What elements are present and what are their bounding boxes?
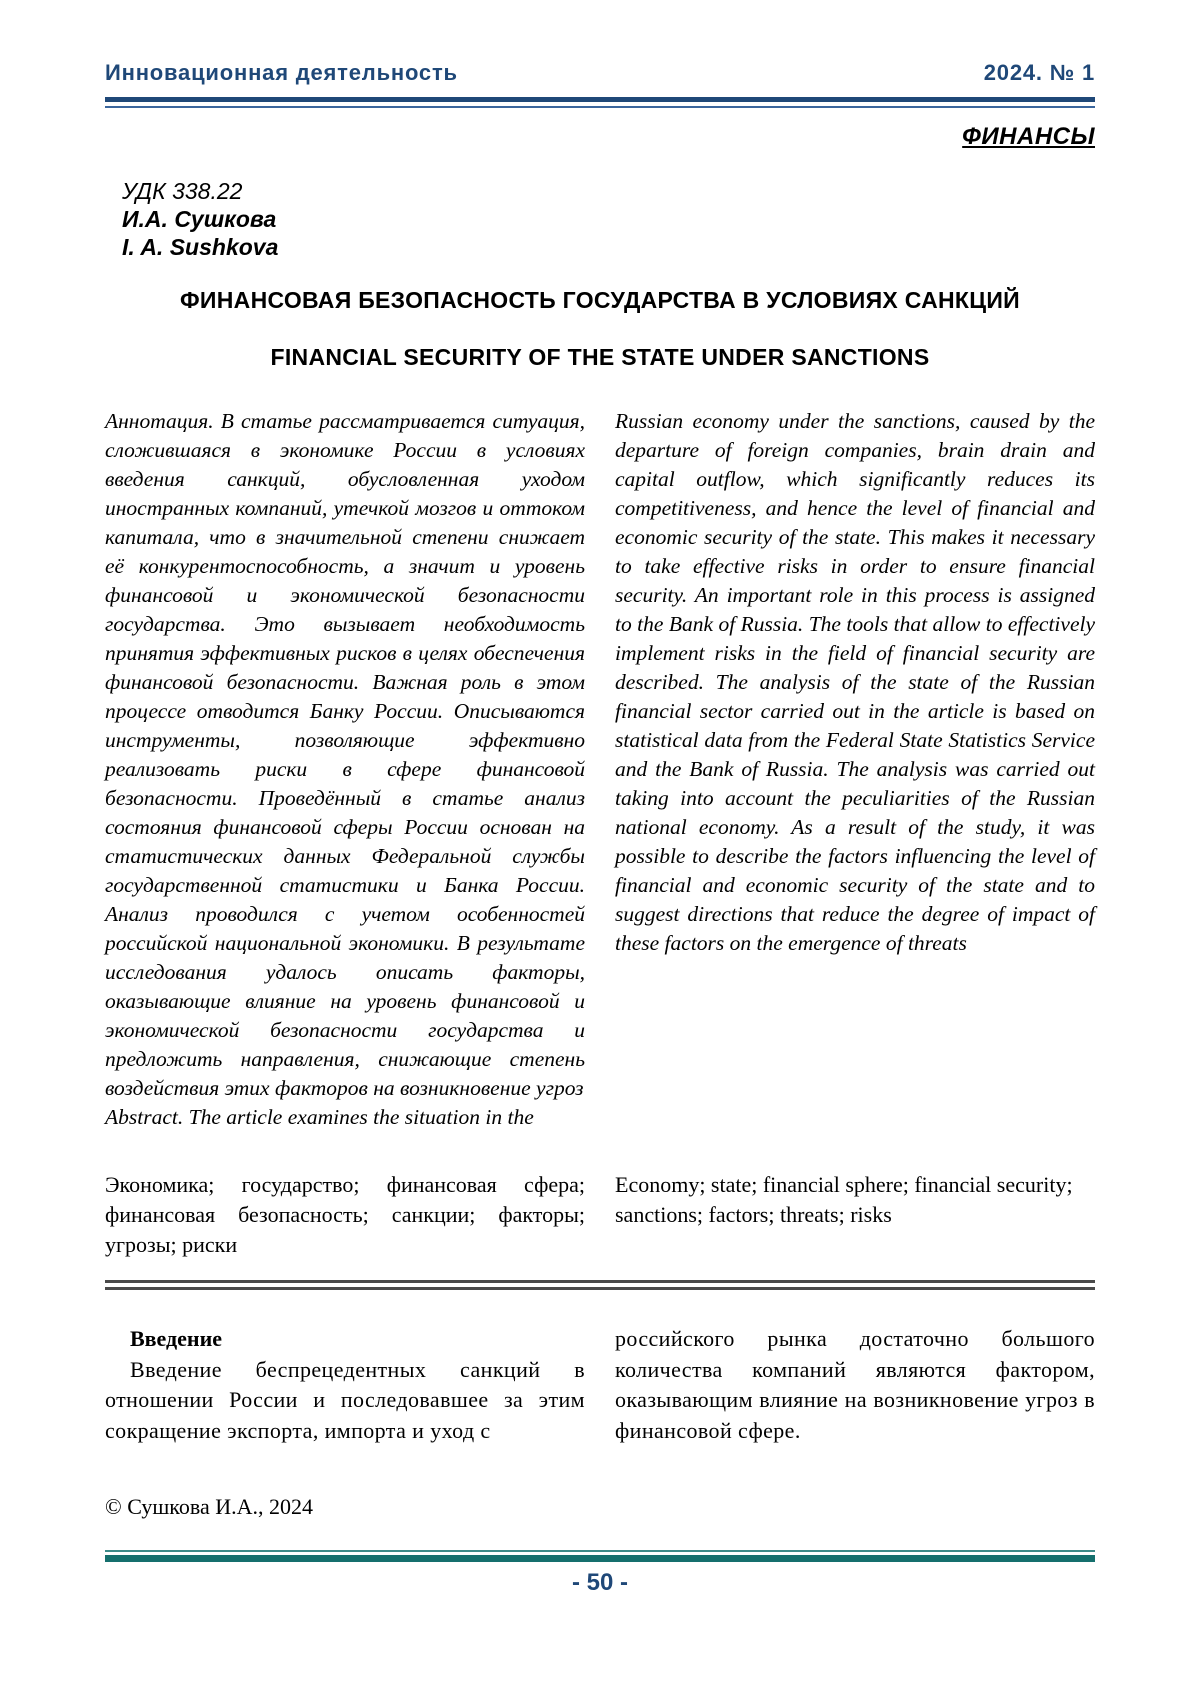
introduction-text-left: Введение беспрецедентных санкций в отношении России и последовавшее за этим сокращение экспорта, импорта и уход с xyxy=(105,1356,585,1443)
section-divider-rule xyxy=(105,1280,1095,1290)
page-number: - 50 - xyxy=(571,1569,628,1596)
footer-rule-thin xyxy=(105,1550,1095,1552)
abstract-column-right xyxy=(615,407,1095,1132)
footer-rule-thick xyxy=(105,1555,1095,1562)
introduction-heading: Введение xyxy=(130,1326,223,1351)
header-rule-thin xyxy=(105,106,1095,108)
abstract-en-text: Russian economy under the sanctions, caused by the departure of foreign companies, brain drain and capital outflow, which significantly reduces its competitiveness, and hence the level of financial and economic security of the state. This makes it necessary to take effective risks in order to ensure financial security. An important role in this process is assigned to the Bank of Russia. The tools that allow to effectively implement risks in the field of financial security are described. The analysis of the state of the Russian financial sector carried out in the article is based on statistical data from the Federal State Statistics Service and the Bank of Russia. The analysis was carried out taking into account the peculiarities of the Russian national economy. As a result of the study, it was possible to describe the factors influencing the level of financial and economic security of the state and to suggest directions that reduce the degree of impact of these factors on the emergence of threats xyxy=(615,409,1095,955)
article-meta xyxy=(122,177,1095,261)
abstract-ru-text: Аннотация. В статье рассматривается ситуация, сложившаяся в экономике России в условиях введения санкций, обусловленная уходом иностранных компаний, утечкой мозгов и оттоком капитала, что в значительной степени снижает её конкурентоспособность, а значит и уровень финансовой и экономической безопасности государства. Это вызывает необходимость принятия эффективных рисков в целях обеспечения финансовой безопасности. Важная роль в этом процессе отводится Банку России. Описываются инструменты, позволяющие эффективно реализовать риски в сфере финансовой безопасности. Проведённый в статье анализ состояния финансовой сферы России основан на статистических данных Федеральной службы государственной статистики и Банка России. Анализ проводился с учетом особенностей российской национальной экономики. В результате исследования удалось описать факторы, оказывающие влияние на уровень финансовой и экономической безопасности государства и предложить направления, снижающие степень воздействия этих факторов на возникновение угроз xyxy=(105,409,585,1100)
running-header xyxy=(105,0,1095,86)
introduction-column-left xyxy=(105,1324,585,1446)
introduction-column-right xyxy=(615,1324,1095,1446)
abstract-columns xyxy=(105,407,1095,1132)
article-title-ru: ФИНАНСОВАЯ БЕЗОПАСНОСТЬ ГОСУДАРСТВА В УСЛОВИЯХ САНКЦИЙ xyxy=(180,287,1020,313)
journal-title: Инновационная деятельность xyxy=(105,60,458,85)
introduction-text-right: российского рынка достаточно большого количества компаний являются фактором, оказывающим влияние на возникновение угроз в финансовой сфере. xyxy=(615,1326,1095,1443)
keywords-ru: Экономика; государство; финансовая сфера; финансовая безопасность; санкции; факторы; угрозы; риски xyxy=(105,1172,585,1257)
keywords-columns xyxy=(105,1170,1095,1260)
article-title-en: FINANCIAL SECURITY OF THE STATE UNDER SANCTIONS xyxy=(270,344,930,370)
author-name-en: I. A. Sushkova xyxy=(122,234,279,260)
keywords-en: Economy; state; financial sphere; financial security; sanctions; factors; threats; risks xyxy=(615,1172,1073,1227)
header-rule-thick xyxy=(105,97,1095,102)
section-label: ФИНАНСЫ xyxy=(962,123,1095,150)
issue-label: 2024. № 1 xyxy=(983,60,1095,85)
abstract-column-left xyxy=(105,407,585,1132)
udk-code: УДК 338.22 xyxy=(122,178,243,204)
abstract-en-lead: Abstract. The article examines the situation in the xyxy=(105,1105,534,1129)
introduction-columns xyxy=(105,1324,1095,1446)
copyright-line: © Сушкова И.А., 2024 xyxy=(105,1494,313,1519)
author-name-ru: И.А. Сушкова xyxy=(122,206,277,232)
section-label-row xyxy=(105,123,1095,151)
